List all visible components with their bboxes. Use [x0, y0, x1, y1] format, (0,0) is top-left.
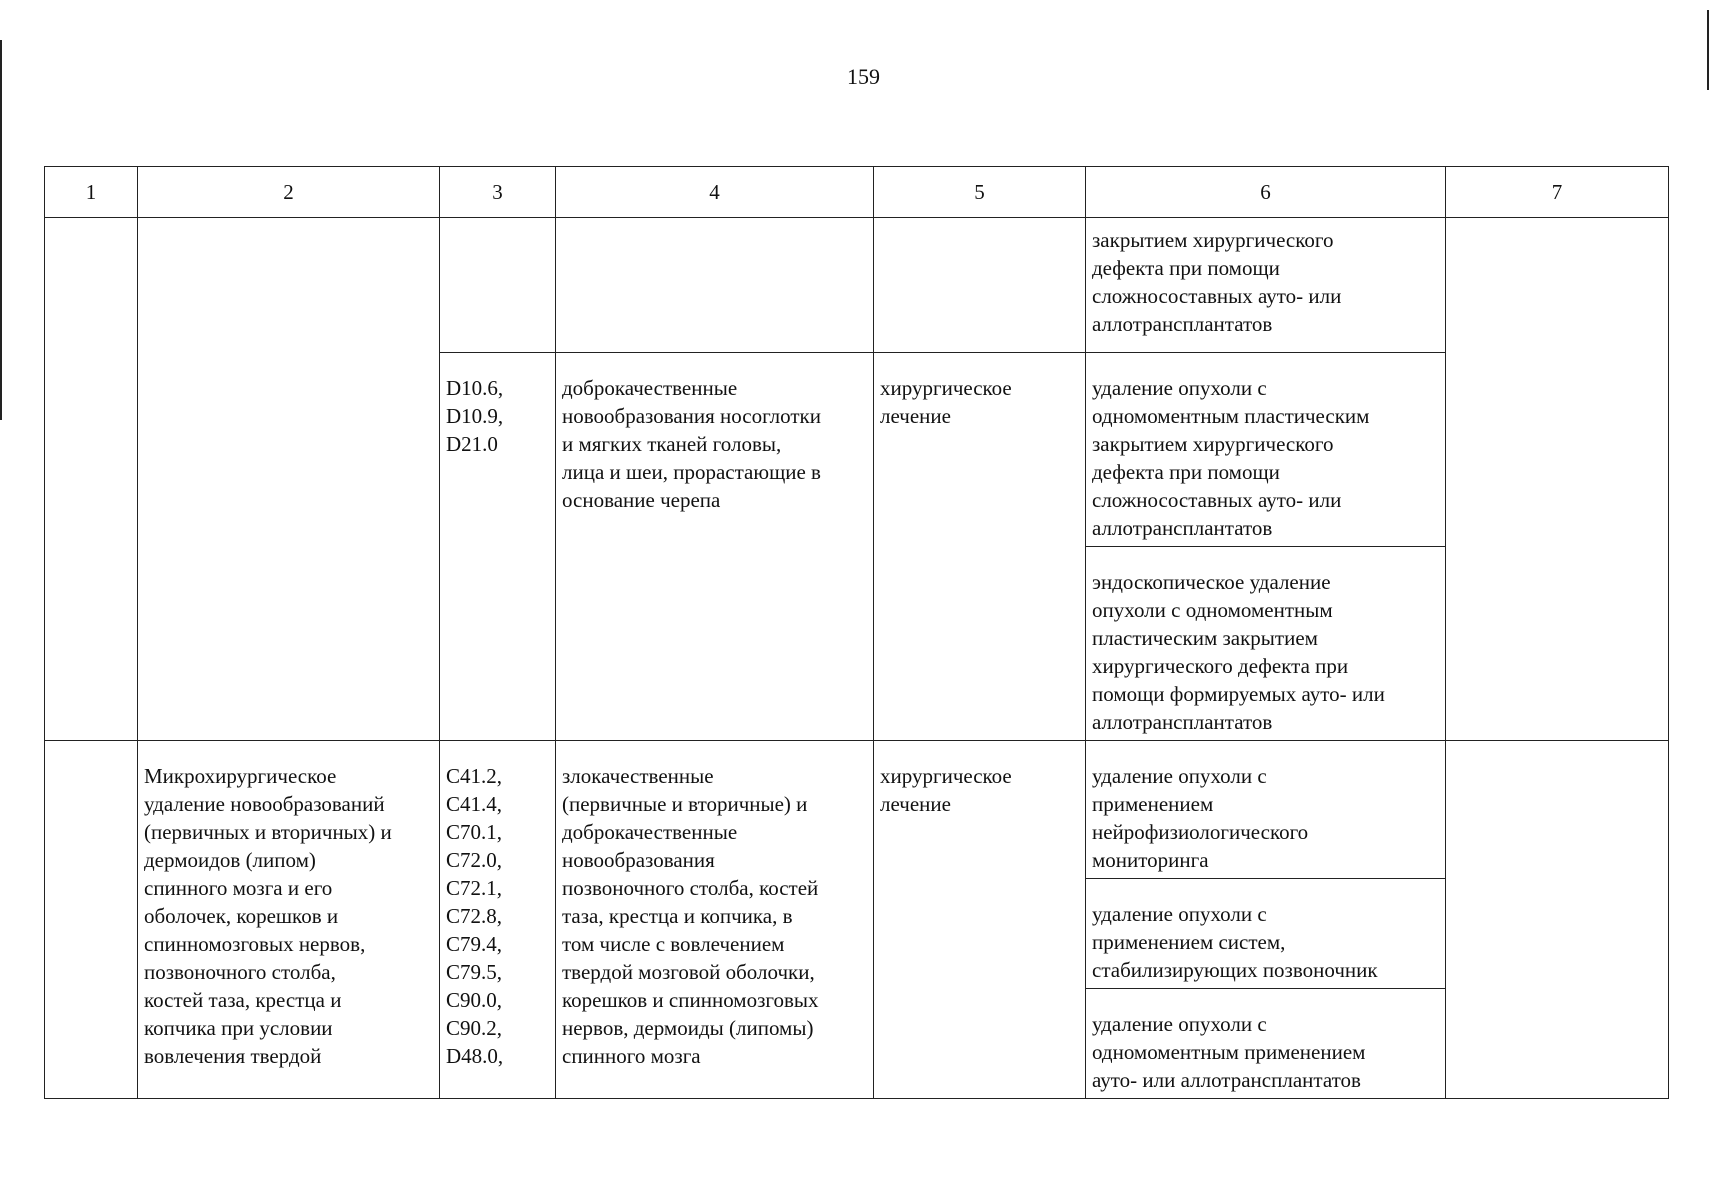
cell-notes-a [1446, 218, 1669, 741]
cell-diagnosis-empty [556, 218, 874, 353]
diagnosis-a-text: доброкачественные новообразования носоглотки и мягких тканей головы, лица и шеи, прорастающие в основание черепа [562, 376, 821, 512]
header-col-3: 3 [440, 167, 556, 218]
table-row-continuation [45, 218, 1669, 353]
method-b-1-text: удаление опухоли с применением нейрофизиологического мониторинга [1092, 764, 1309, 872]
method-b-3-text: удаление опухоли с одномоментным применением ауто- или аллотрансплантатов [1092, 1012, 1366, 1092]
header-col-4: 4 [556, 167, 874, 218]
cell-codes-empty [440, 218, 556, 353]
codes-b-text: C41.2, C41.4, C70.1, C72.0, C72.1, C72.8, C79.4, C79.5, C90.0, C90.2, D48.0, [446, 764, 504, 1068]
cell-method-b-2 [1086, 879, 1446, 989]
method-a-2-text: эндоскопическое удаление опухоли с одномоментным пластическим закрытием хирургического дефекта при помощи формируемых ауто- или аллотрансплантатов [1092, 570, 1385, 734]
cell-number-b [45, 741, 138, 1099]
header-col-2: 2 [138, 167, 440, 218]
cell-name-b [138, 741, 440, 1099]
name-b-text: Микрохирургическое удаление новообразований (первичных и вторичных) и дермоидов (липом) спинного мозга и его оболочек, корешков и спинномозговых нервов, позвоночного столба, костей таза, крестца и копчика при условии вовлечения твердой [144, 764, 392, 1068]
page-edge-left [0, 40, 2, 420]
cell-method-a-1 [1086, 353, 1446, 547]
header-col-5: 5 [874, 167, 1086, 218]
cell-notes-b [1446, 741, 1669, 1099]
cell-method-continuation [1086, 218, 1446, 353]
header-col-1: 1 [45, 167, 138, 218]
header-col-7: 7 [1446, 167, 1669, 218]
treatment-a-text: хирургическое лечение [880, 376, 1012, 428]
cell-codes-a [440, 353, 556, 741]
cell-treatment-empty [874, 218, 1086, 353]
codes-a-text: D10.6, D10.9, D21.0 [446, 376, 504, 456]
page-number: 159 [847, 64, 880, 89]
header-col-6: 6 [1086, 167, 1446, 218]
cell-diagnosis-a [556, 353, 874, 741]
medical-procedures-table [44, 166, 1669, 1099]
cell-number-a [45, 218, 138, 741]
method-a-1-text: удаление опухоли с одномоментным пластическим закрытием хирургического дефекта при помощи сложносоставных ауто- или аллотрансплантатов [1092, 376, 1370, 540]
table-row-group-b [45, 741, 1669, 879]
table-header-row [45, 167, 1669, 218]
cell-method-a-2 [1086, 547, 1446, 741]
treatment-b-text: хирургическое лечение [880, 764, 1012, 816]
diagnosis-b-text: злокачественные (первичные и вторичные) и доброкачественные новообразования позвоночного столба, костей таза, крестца и копчика, в том числе с вовлечением твердой мозговой оболочки, корешков и спинномозговых нервов, дермоиды (липомы) спинного мозга [562, 764, 819, 1068]
cell-treatment-a [874, 353, 1086, 741]
cell-method-b-3 [1086, 989, 1446, 1099]
cell-codes-b [440, 741, 556, 1099]
method-b-2-text: удаление опухоли с применением систем, стабилизирующих позвоночник [1092, 902, 1378, 982]
cell-treatment-b [874, 741, 1086, 1099]
method-continuation-text: закрытием хирургического дефекта при помощи сложносоставных ауто- или аллотрансплантатов [1092, 228, 1342, 336]
cell-diagnosis-b [556, 741, 874, 1099]
cell-name-a [138, 218, 440, 741]
cell-method-b-1 [1086, 741, 1446, 879]
